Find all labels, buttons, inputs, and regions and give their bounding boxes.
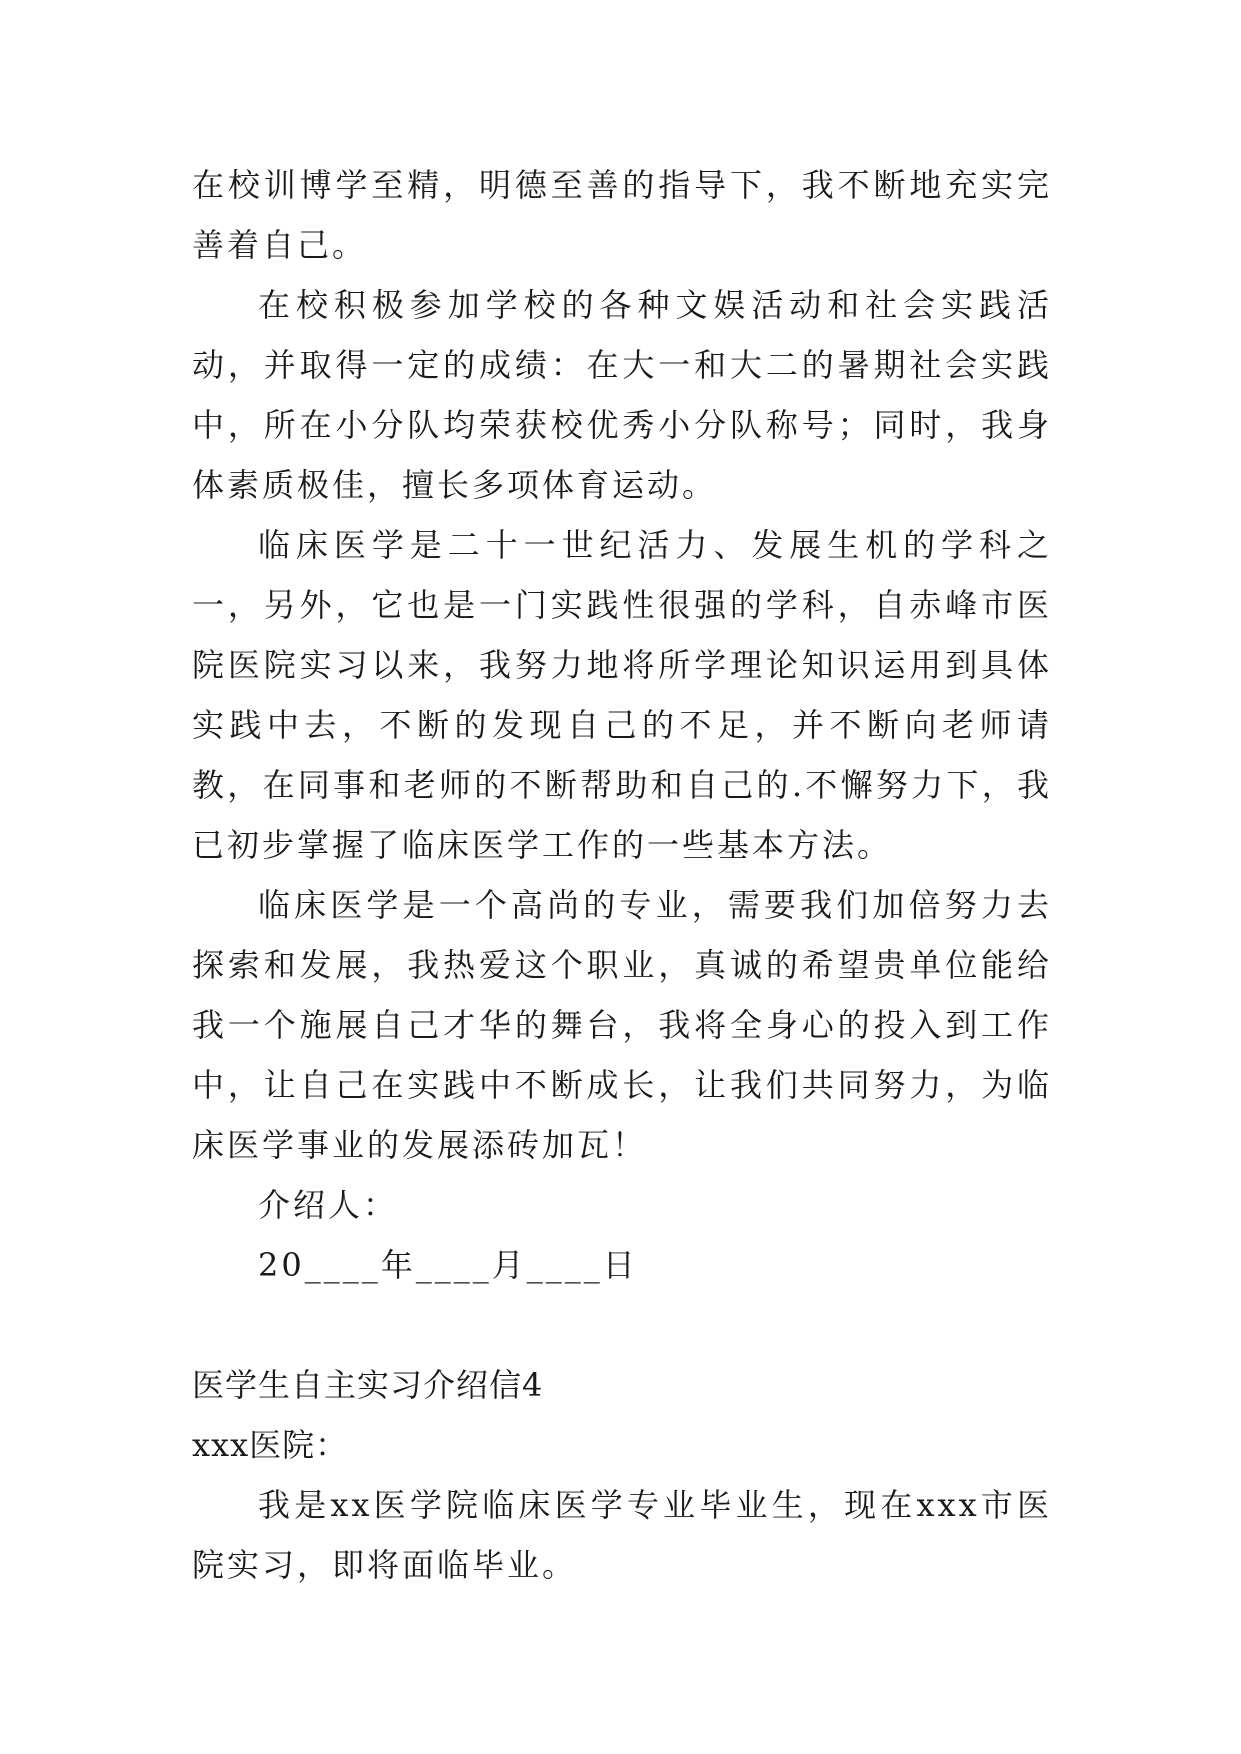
paragraph-aspiration: 临床医学是一个高尚的专业，需要我们加倍努力去探索和发展，我热爱这个职业，真诚的希望贵单位能给我一个施展自己才华的舞台，我将全身心的投入到工作中，让自己在实践中不断成长，让我们共同努力，为临床医学事业的发展添砖加瓦！ <box>192 886 1052 1164</box>
paragraph-clinical-practice: 临床医学是二十一世纪活力、发展生机的学科之一，另外，它也是一门实践性很强的学科，自赤峰市医院医院实习以来，我努力地将所学理论知识运用到具体实践中去，不断的发现自己的不足，并不断向老师请教，在同事和老师的不断帮助和自己的.不懈努力下，我已初步掌握了临床医学工作的一些基本方法。 <box>192 526 1052 864</box>
date-line: 20____年____月____日 <box>258 1246 638 1284</box>
paragraph-self-improvement: 在校训博学至精，明德至善的指导下，我不断地充实完善着自己。 <box>192 166 1052 264</box>
introducer-label: 介绍人： <box>258 1186 399 1224</box>
salutation: xxx医院： <box>192 1426 349 1464</box>
next-letter-title: 医学生自主实习介绍信4 <box>192 1366 544 1404</box>
section-gap <box>192 1295 1052 1355</box>
document-body <box>192 155 1052 1595</box>
paragraph-activities: 在校积极参加学校的各种文娱活动和社会实践活动，并取得一定的成绩：在大一和大二的暑期社会实践中，所在小分队均荣获校优秀小分队称号；同时，我身体素质极佳，擅长多项体育运动。 <box>192 286 1052 504</box>
paragraph-introduction: 我是xx医学院临床医学专业毕业生，现在xxx市医院实习，即将面临毕业。 <box>192 1486 1052 1584</box>
